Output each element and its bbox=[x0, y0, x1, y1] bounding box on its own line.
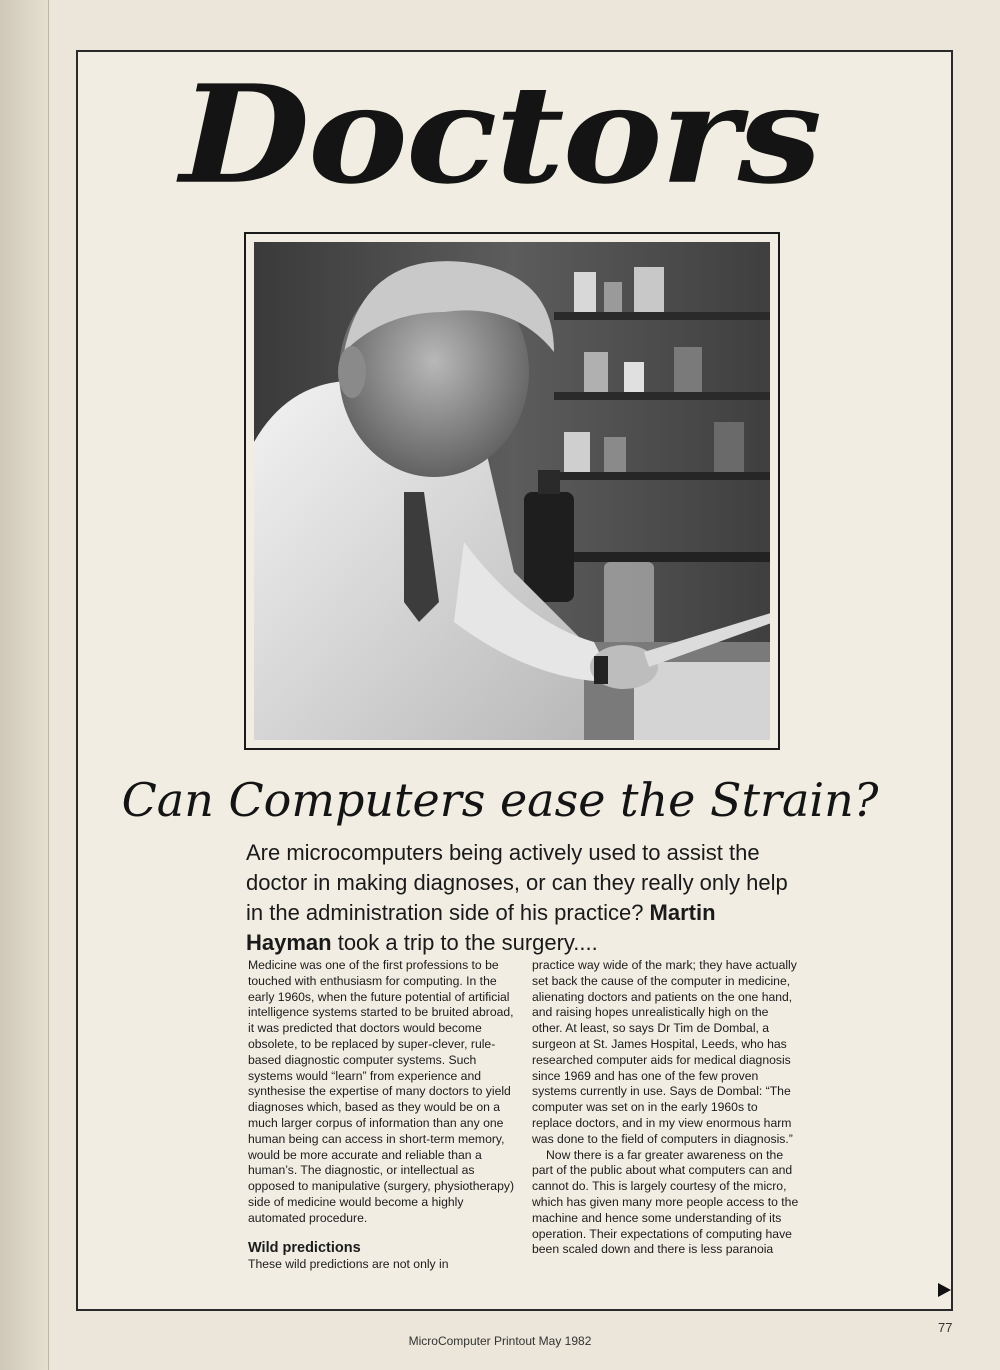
body-paragraph: Medicine was one of the first professions to be touched with enthusiasm for computing. In the early 1960s, when the future potential of artificial intelligence systems started to be bruited abroad, it was predicted that doctors would become obsolete, to be replaced by super-clever, rule-based diagnostic computer systems. Such systems would “learn” from experience and synthesise the expertise of many doctors to yield diagnoses which, based as they would be on a much larger corpus of information than any one human being can access in short-term memory, would be more accurate and reliable than a human’s. The diagnostic, or intellectual as opposed to manipulative (surgery, physiotherapy) side of medicine would become a highly automated procedure. bbox=[248, 958, 515, 1225]
doctor-photo-illustration bbox=[254, 242, 770, 740]
body-paragraph: practice way wide of the mark; they have actually set back the cause of the computer in medicine, alienating doctors and patients on the one hand, and raising hopes unrealistically high on the other. At least, so says Dr Tim de Dombal, a surgeon at St. James Hospital, Leeds, who has researched computer aids for medical diagnosis since 1969 and has one of the few proven systems currently in use. Says de Dombal: “The computer was set on in the early 1960s to replace doctors, and in my view enormous harm was done to the field of computers in diagnosis.” bbox=[532, 958, 797, 1146]
article-standfirst bbox=[246, 838, 806, 958]
standfirst-text-after: took a trip to the surgery.... bbox=[331, 930, 598, 955]
adjacent-page-edge bbox=[0, 0, 49, 1370]
standfirst-text: Are microcomputers being actively used to assist the doctor in making diagnoses, or can they really only help in the administration side of his practice? bbox=[246, 840, 788, 925]
body-column-2 bbox=[532, 958, 800, 1258]
article-subtitle: Can Computers ease the Strain? bbox=[121, 773, 879, 827]
body-column-1 bbox=[248, 958, 516, 1272]
page-footer: MicroComputer Printout May 1982 bbox=[408, 1334, 592, 1348]
body-paragraph: Now there is a far greater awareness on the part of the public about what computers can and cannot do. This is largely courtesy of the micro, which has given many more people access to the machine and hence some understanding of its operation. Their expectations of computing have been scaled down and there is less paranoia bbox=[532, 1147, 799, 1257]
crosshead: Wild predictions bbox=[248, 1239, 361, 1256]
page-number: 77 bbox=[938, 1320, 953, 1335]
article-masthead: Doctors bbox=[179, 55, 821, 215]
right-triangle-icon bbox=[938, 1283, 951, 1297]
article-photo bbox=[244, 232, 780, 750]
author-name: Martin Hayman bbox=[246, 900, 716, 955]
body-paragraph: These wild predictions are not only in bbox=[248, 1256, 449, 1271]
